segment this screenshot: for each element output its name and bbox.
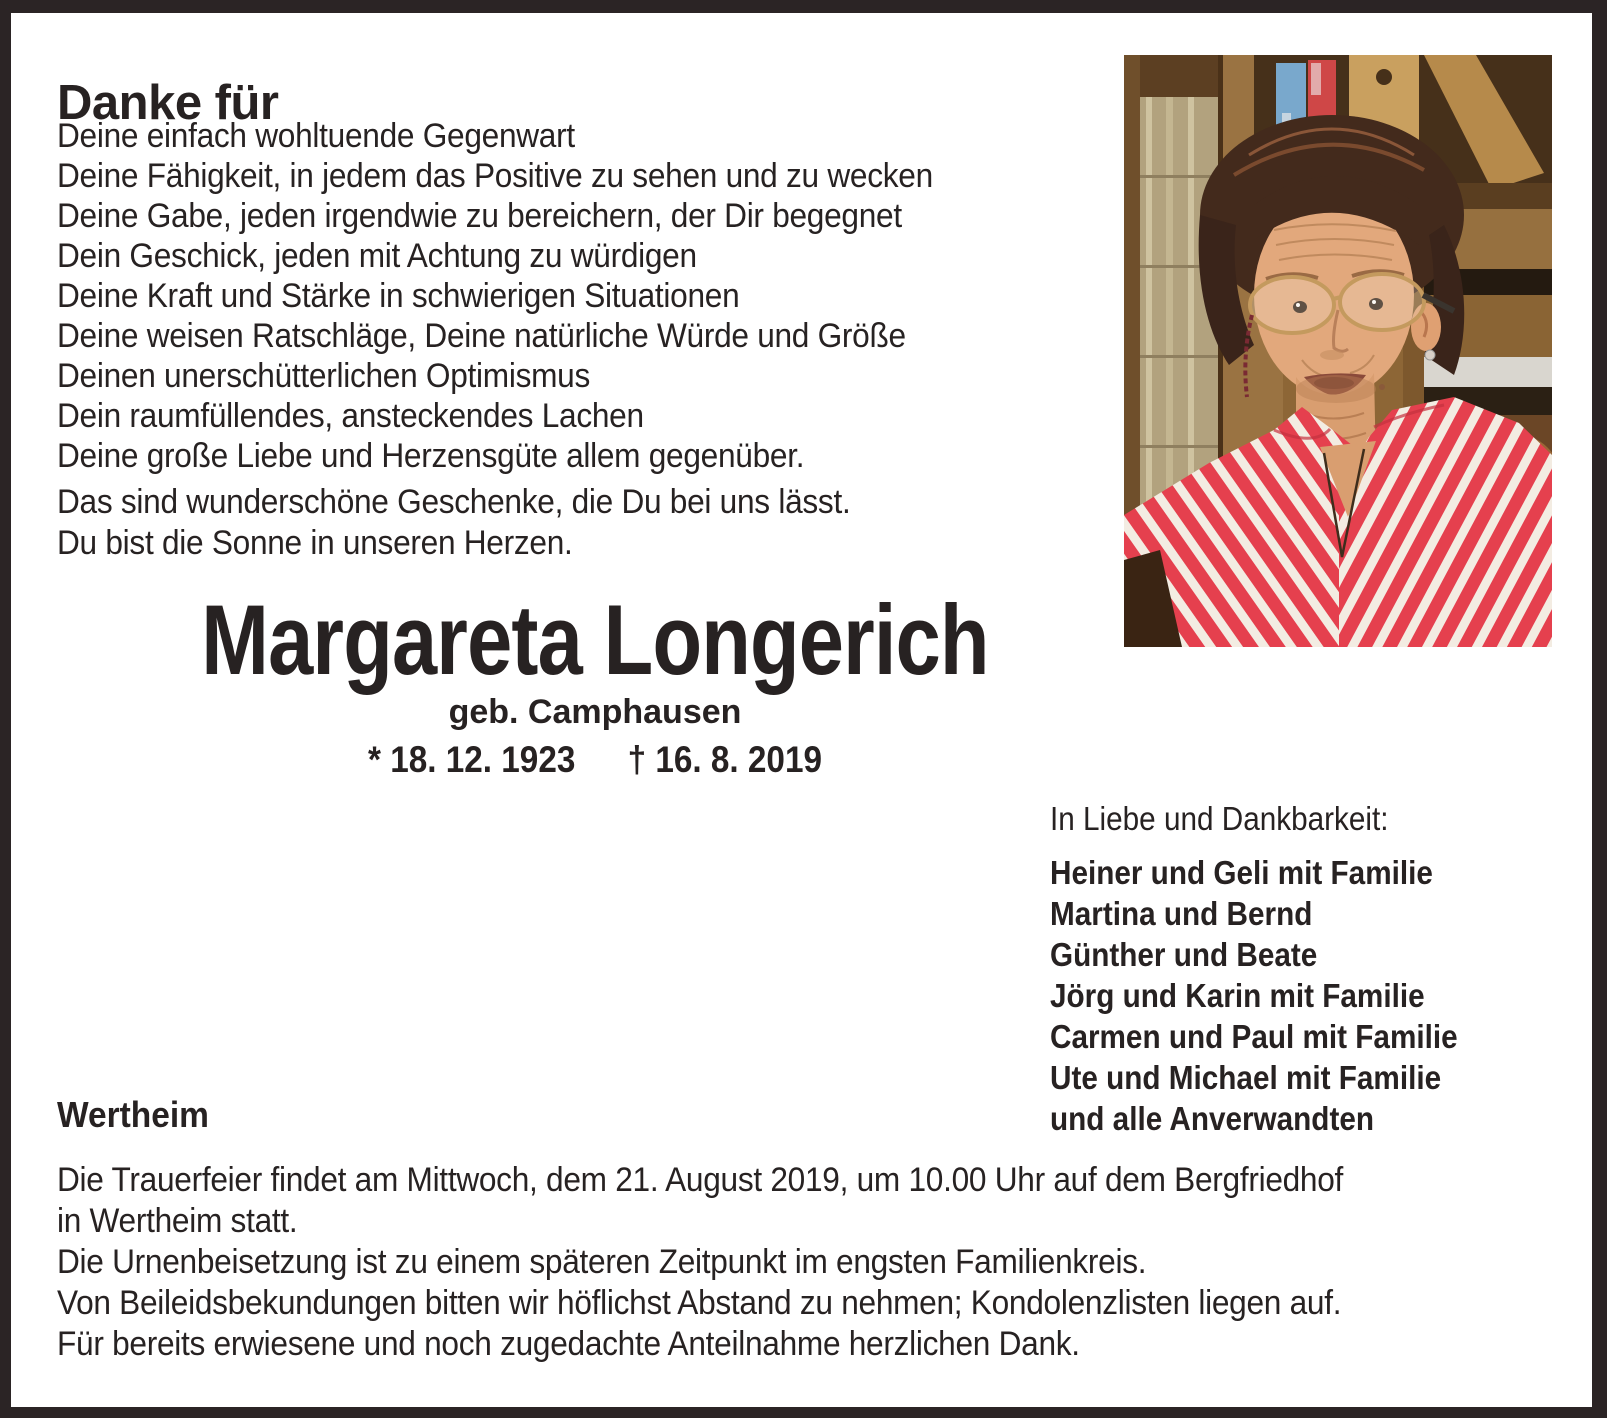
mourner-line: Carmen und Paul mit Familie — [1050, 1018, 1458, 1055]
portrait-photo — [1124, 55, 1552, 647]
funeral-line: Von Beileidsbekundungen bitten wir höflichst Abstand zu nehmen; Kondolenzlisten liegen auf. — [57, 1284, 1342, 1322]
closing-line: Du bist die Sonne in unseren Herzen. — [57, 524, 573, 562]
closing-line: Das sind wunderschöne Geschenke, die Du bei uns lässt. — [57, 483, 851, 521]
funeral-line: Die Trauerfeier findet am Mittwoch, dem 21. August 2019, um 10.00 Uhr auf dem Bergfriedhof — [57, 1161, 1344, 1199]
funeral-line: Die Urnenbeisetzung ist zu einem späteren Zeitpunkt im engsten Familienkreis. — [57, 1243, 1147, 1281]
maiden-name: geb. Camphausen — [448, 693, 742, 731]
birth-date: * 18. 12. 1923 — [367, 739, 576, 780]
closing-lines — [57, 482, 850, 564]
page-title: Danke für — [57, 75, 279, 130]
tribute-list — [57, 116, 933, 476]
mourners-intro: In Liebe und Dankbarkeit: — [1050, 800, 1389, 837]
tribute-line: Deinen unerschütterlichen Optimismus — [57, 357, 591, 395]
tribute-line: Deine Kraft und Stärke in schwierigen Situationen — [57, 277, 740, 315]
mourner-line: und alle Anverwandten — [1050, 1100, 1375, 1137]
mourner-line: Heiner und Geli mit Familie — [1050, 854, 1433, 891]
mourner-line: Günther und Beate — [1050, 936, 1318, 973]
funeral-details — [57, 1160, 1343, 1365]
tribute-line: Deine einfach wohltuende Gegenwart — [57, 117, 575, 155]
tribute-line: Dein Geschick, jeden mit Achtung zu würdigen — [57, 237, 697, 275]
mourner-line: Jörg und Karin mit Familie — [1050, 977, 1425, 1014]
tribute-line: Dein raumfüllendes, ansteckendes Lachen — [57, 397, 644, 435]
tribute-line: Deine weisen Ratschläge, Deine natürliche Würde und Größe — [57, 317, 906, 355]
mourner-line: Martina und Bernd — [1050, 895, 1313, 932]
funeral-line: in Wertheim statt. — [57, 1202, 298, 1240]
death-date: † 16. 8. 2019 — [627, 739, 822, 780]
tribute-line: Deine Gabe, jeden irgendwie zu bereichern, der Dir begegnet — [57, 197, 902, 235]
mourner-line: Ute und Michael mit Familie — [1050, 1059, 1442, 1096]
city-label: Wertheim — [57, 1094, 209, 1135]
mourners-list — [1050, 852, 1458, 1139]
tribute-line: Deine große Liebe und Herzensgüte allem gegenüber. — [57, 437, 805, 475]
life-dates — [60, 740, 1131, 781]
tribute-line: Deine Fähigkeit, in jedem das Positive zu sehen und zu wecken — [57, 157, 933, 195]
funeral-line: Für bereits erwiesene und noch zugedachte Anteilnahme herzlichen Dank. — [57, 1325, 1080, 1363]
deceased-name: Margareta Longerich — [201, 584, 989, 695]
